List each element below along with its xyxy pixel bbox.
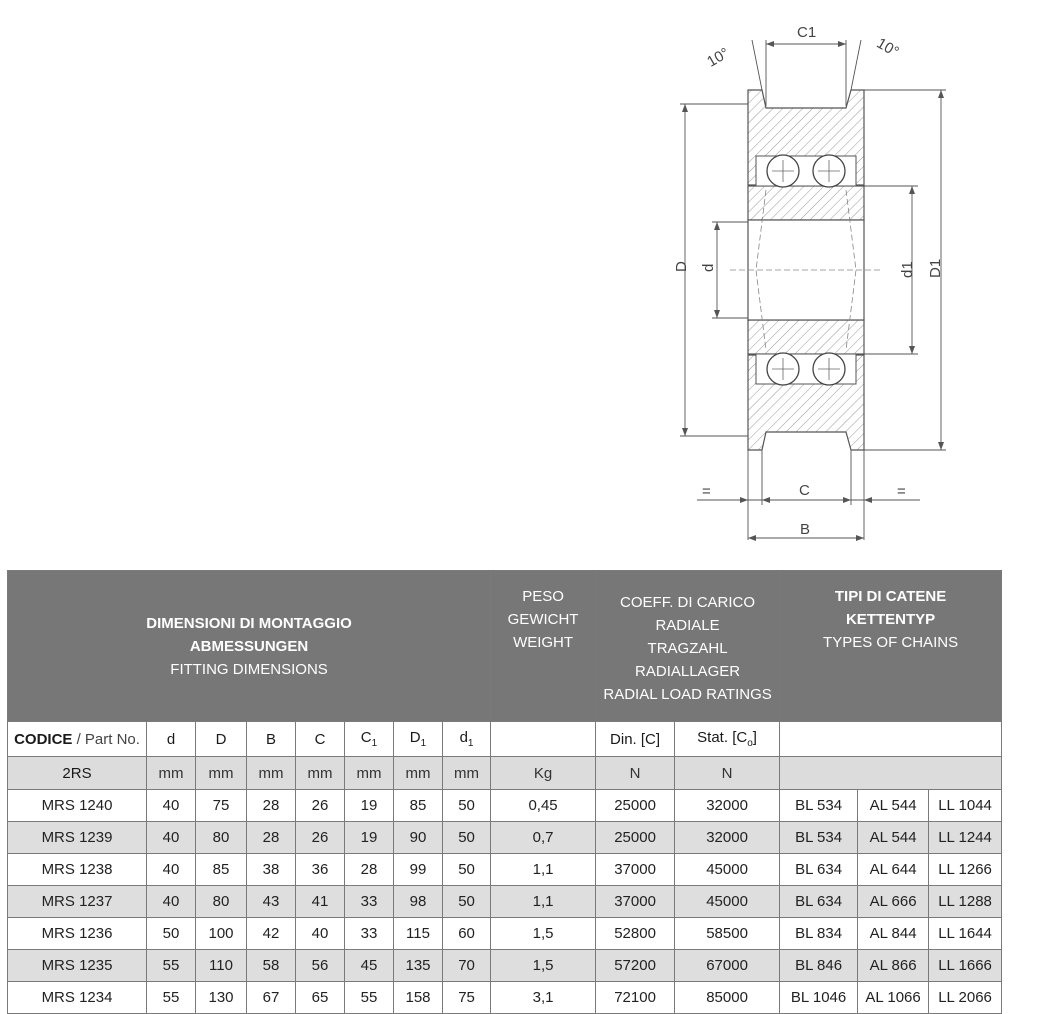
cell-C: 26 — [296, 822, 345, 854]
cell-C1: 45 — [345, 950, 394, 982]
cell-d1: 70 — [443, 950, 491, 982]
angle-left-label: 10° — [704, 44, 733, 71]
col-C: C — [296, 722, 345, 757]
cell-stat: 32000 — [675, 822, 780, 854]
cell-C1: 28 — [345, 854, 394, 886]
cell-B: 42 — [247, 918, 296, 950]
inner-ring-top — [748, 186, 864, 220]
cell-B: 67 — [247, 982, 296, 1014]
weight-title-de: GEWICHT — [507, 611, 579, 628]
cell-C: 40 — [296, 918, 345, 950]
cell-C1: 33 — [345, 886, 394, 918]
fitting-title-it: DIMENSIONI DI MONTAGGIO — [146, 614, 352, 632]
cell-D: 80 — [196, 822, 247, 854]
cell-din: 25000 — [596, 790, 675, 822]
col-code: CODICE / Part No. — [8, 722, 147, 757]
cell-d1: 60 — [443, 918, 491, 950]
cell-chain-al: AL 544 — [858, 822, 929, 854]
col-B: B — [247, 722, 296, 757]
unit-din: N — [596, 757, 675, 790]
unit-2rs: 2RS — [8, 757, 147, 790]
cell-din: 25000 — [596, 822, 675, 854]
cell-chain-al: AL 666 — [858, 886, 929, 918]
cell-weight: 1,1 — [491, 886, 596, 918]
table-row — [8, 950, 1002, 982]
cell-weight: 3,1 — [491, 982, 596, 1014]
cell-d1: 75 — [443, 982, 491, 1014]
part-code: MRS 1234 — [8, 982, 147, 1014]
B-label: B — [800, 521, 811, 538]
cell-C: 65 — [296, 982, 345, 1014]
cell-weight: 1,5 — [491, 950, 596, 982]
unit-C: mm — [296, 757, 345, 790]
cell-weight: 0,7 — [491, 822, 596, 854]
C-label: C — [799, 482, 810, 499]
cell-D: 85 — [196, 854, 247, 886]
cell-chain-al: AL 1066 — [858, 982, 929, 1014]
column-header-row — [8, 722, 1002, 757]
chains-title-it: TIPI DI CATENE — [834, 588, 947, 605]
cell-C: 56 — [296, 950, 345, 982]
cell-din: 72100 — [596, 982, 675, 1014]
header-row — [8, 571, 1002, 722]
table-row — [8, 790, 1002, 822]
D1-label: D1 — [927, 258, 944, 278]
load-title-it-1: COEFF. DI CARICO — [620, 593, 756, 611]
cell-din: 37000 — [596, 886, 675, 918]
specification-table — [7, 570, 1002, 1014]
cell-B: 43 — [247, 886, 296, 918]
cell-chain-ll: LL 1666 — [929, 950, 1002, 982]
D-label: D — [673, 261, 690, 272]
cell-d: 40 — [147, 886, 196, 918]
cell-weight: 1,5 — [491, 918, 596, 950]
part-code: MRS 1237 — [8, 886, 147, 918]
load-title-en: RADIAL LOAD RATINGS — [603, 685, 772, 703]
cell-d1: 50 — [443, 790, 491, 822]
cell-d: 55 — [147, 982, 196, 1014]
chains-title-de: KETTENTYP — [845, 611, 936, 628]
cell-d: 40 — [147, 790, 196, 822]
cell-d1: 50 — [443, 822, 491, 854]
unit-stat: N — [675, 757, 780, 790]
cell-chain-al: AL 544 — [858, 790, 929, 822]
cell-B: 28 — [247, 790, 296, 822]
cell-D: 80 — [196, 886, 247, 918]
table-row — [8, 918, 1002, 950]
cell-chain-ll: LL 1644 — [929, 918, 1002, 950]
col-d1: $d_1$ — [443, 722, 491, 757]
cell-chain-bl: BL 534 — [780, 822, 858, 854]
cell-chain-bl: BL 846 — [780, 950, 858, 982]
part-code: MRS 1240 — [8, 790, 147, 822]
cell-chain-bl: BL 634 — [780, 854, 858, 886]
col-din: Din. [C] — [596, 722, 675, 757]
cell-chain-ll: LL 1288 — [929, 886, 1002, 918]
unit-C1: mm — [345, 757, 394, 790]
cell-C: 36 — [296, 854, 345, 886]
cell-din: 52800 — [596, 918, 675, 950]
table-row — [8, 886, 1002, 918]
chains-title-en: TYPES OF CHAINS — [823, 634, 959, 651]
cell-d: 40 — [147, 822, 196, 854]
part-code: MRS 1235 — [8, 950, 147, 982]
table-row — [8, 982, 1002, 1014]
cell-din: 37000 — [596, 854, 675, 886]
cell-weight: 1,1 — [491, 854, 596, 886]
cell-B: 58 — [247, 950, 296, 982]
cell-chain-al: AL 644 — [858, 854, 929, 886]
cell-C: 41 — [296, 886, 345, 918]
unit-weight: Kg — [491, 757, 596, 790]
cell-chain-bl: BL 1046 — [780, 982, 858, 1014]
weight-title-it: PESO — [522, 588, 564, 605]
col-C1: $C_1$ — [345, 722, 394, 757]
cell-C1: 19 — [345, 790, 394, 822]
cell-stat: 45000 — [675, 886, 780, 918]
c1-label: C1 — [797, 24, 817, 41]
d1-label: d1 — [899, 261, 916, 278]
cell-d1: 50 — [443, 886, 491, 918]
cell-C1: 55 — [345, 982, 394, 1014]
cell-stat: 67000 — [675, 950, 780, 982]
cell-chain-bl: BL 534 — [780, 790, 858, 822]
col-d: d — [147, 722, 196, 757]
fitting-title-en: FITTING DIMENSIONS — [170, 660, 328, 678]
part-code: MRS 1238 — [8, 854, 147, 886]
cell-weight: 0,45 — [491, 790, 596, 822]
unit-B: mm — [247, 757, 296, 790]
cell-D1: 90 — [394, 822, 443, 854]
cell-D1: 158 — [394, 982, 443, 1014]
cell-chain-bl: BL 834 — [780, 918, 858, 950]
load-title-de-1: TRAGZAHL — [647, 639, 728, 657]
cell-chain-ll: LL 2066 — [929, 982, 1002, 1014]
eq-right-label: = — [897, 483, 906, 500]
part-code: MRS 1239 — [8, 822, 147, 854]
cell-B: 38 — [247, 854, 296, 886]
cell-D: 110 — [196, 950, 247, 982]
part-code: MRS 1236 — [8, 918, 147, 950]
col-chains-blank — [780, 722, 1002, 757]
inner-ring-bottom — [748, 320, 864, 354]
cell-chain-al: AL 844 — [858, 918, 929, 950]
col-D1: $D_1$ — [394, 722, 443, 757]
unit-row — [8, 757, 1002, 790]
cell-stat: 32000 — [675, 790, 780, 822]
cell-D1: 99 — [394, 854, 443, 886]
cell-chain-bl: BL 634 — [780, 886, 858, 918]
angle-right-label: 10° — [873, 34, 902, 61]
cell-B: 28 — [247, 822, 296, 854]
cell-stat: 58500 — [675, 918, 780, 950]
cell-D: 130 — [196, 982, 247, 1014]
load-title-it-2: RADIALE — [655, 616, 720, 634]
cell-stat: 45000 — [675, 854, 780, 886]
eq-left-label: = — [702, 483, 711, 500]
table-row — [8, 822, 1002, 854]
fitting-title-de: ABMESSUNGEN — [189, 637, 309, 655]
chain-types-header — [780, 571, 1002, 722]
unit-chains-blank — [780, 757, 1002, 790]
cell-D1: 85 — [394, 790, 443, 822]
cell-D1: 98 — [394, 886, 443, 918]
cell-din: 57200 — [596, 950, 675, 982]
cell-chain-ll: LL 1044 — [929, 790, 1002, 822]
cell-C1: 33 — [345, 918, 394, 950]
bearing-cross-section-drawing — [660, 14, 960, 544]
cell-D1: 115 — [394, 918, 443, 950]
weight-title-en: WEIGHT — [513, 634, 574, 651]
col-weight-blank — [491, 722, 596, 757]
cell-d: 55 — [147, 950, 196, 982]
weight-header — [491, 571, 596, 722]
load-title-de-2: RADIALLAGER — [635, 662, 741, 680]
d-label: d — [700, 263, 717, 272]
unit-d: mm — [147, 757, 196, 790]
col-stat: Stat. $[C_o]$ — [675, 722, 780, 757]
cell-D1: 135 — [394, 950, 443, 982]
unit-d1: mm — [443, 757, 491, 790]
unit-D1: mm — [394, 757, 443, 790]
cell-C: 26 — [296, 790, 345, 822]
cell-chain-ll: LL 1244 — [929, 822, 1002, 854]
cell-d: 40 — [147, 854, 196, 886]
cell-C1: 19 — [345, 822, 394, 854]
cell-D: 75 — [196, 790, 247, 822]
cell-D: 100 — [196, 918, 247, 950]
cell-d1: 50 — [443, 854, 491, 886]
cell-chain-ll: LL 1266 — [929, 854, 1002, 886]
cell-stat: 85000 — [675, 982, 780, 1014]
load-ratings-header — [596, 571, 780, 722]
fitting-dimensions-header — [8, 571, 491, 722]
col-D: D — [196, 722, 247, 757]
unit-D: mm — [196, 757, 247, 790]
table-row — [8, 854, 1002, 886]
cell-d: 50 — [147, 918, 196, 950]
cell-chain-al: AL 866 — [858, 950, 929, 982]
